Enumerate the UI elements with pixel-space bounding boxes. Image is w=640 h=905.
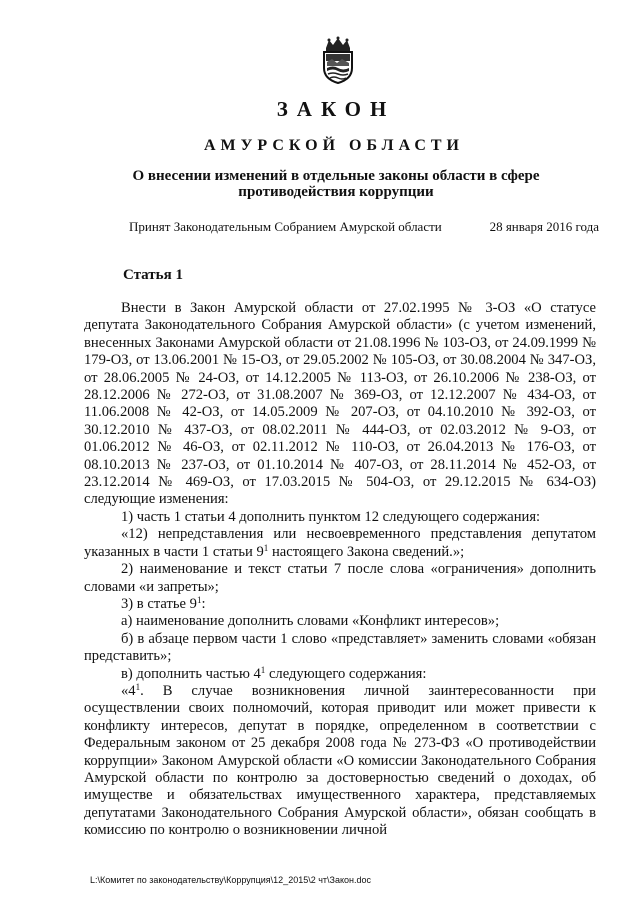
adoption-text: Принят Законодательным Собранием Амурской области	[129, 219, 442, 234]
paragraph: 2) наименование и текст статьи 7 после слова «ограничения» дополнить словами «и запреты»;	[84, 561, 596, 595]
paragraph-text: настоящего Закона сведений.»;	[268, 543, 465, 560]
paragraph-text: . В случае возникновения личной заинтересованности при осуществлении своих полномочий, которая приводит или может привести к конфликту интересов, депутат в порядке, определенном в соответствии с Федеральным законом от 25 декабря 2008 года № 273-ФЗ «О противодействии коррупции» Законом Амурской области «О комиссии Законодательного Собрания Амурской области по контролю за достоверностью сведений о доходах, об имуществе и обязательствах имущественного характера, представляемых депутатами Законодательного Собрания Амурской области», обязан сообщать в комиссию по контролю о возникновении личной	[84, 682, 596, 839]
law-subtitle-line1: О внесении изменений в отдельные законы области в сфере	[132, 168, 540, 184]
article-heading: Статья 1	[123, 267, 183, 283]
paragraph: 1) часть 1 статьи 4 дополнить пунктом 12 следующего содержания:	[121, 508, 541, 525]
paragraph: Внести в Закон Амурской области от 27.02.1995 № 3-ОЗ «О статусе депутата Законодательного Собрания Амурской области» (с учетом изменений, внесенных Законами Амурской области от 21.08.1996 № 103-ОЗ, от 24.09.1999 № 179-ОЗ, от 13.06.2001 № 15-ОЗ, от 29.05.2002 № 105-ОЗ, от 30.08.2004 № 347-ОЗ, от 28.06.2005 № 24-ОЗ, от 14.12.2005 № 113-ОЗ, от 26.10.2006 № 238-ОЗ, от 28.12.2006 № 272-ОЗ, от 31.08.2007 № 369-ОЗ, от 12.12.2007 № 434-ОЗ, от 11.06.2008 № 42-ОЗ, от 14.05.2009 № 207-ОЗ, от 04.10.2010 № 392-ОЗ, от 30.12.2010 № 437-ОЗ, от 08.02.2011 № 444-ОЗ, от 02.03.2012 № 9-ОЗ, от 01.06.2012 № 46-ОЗ, от 02.11.2012 № 110-ОЗ, от 26.04.2013 № 176-ОЗ, от 08.10.2013 № 237-ОЗ, от 01.10.2014 № 407-ОЗ, от 28.11.2014 № 452-ОЗ, от 23.12.2014 № 469-ОЗ, от 17.03.2015 № 504-ОЗ, от 29.12.2015 № 634-ОЗ) следующие изменения:	[84, 300, 596, 508]
superscript: 1	[135, 681, 141, 692]
region-title: АМУРСКОЙ ОБЛАСТИ	[204, 137, 464, 154]
paragraph	[84, 596, 596, 613]
paragraph-text: :	[201, 595, 206, 612]
law-title: ЗАКОН	[276, 97, 396, 121]
coat-of-arms-icon	[317, 36, 359, 84]
superscript: 1	[196, 594, 202, 605]
article-body	[84, 300, 596, 840]
file-path-footer: L:\Комитет по законодательству\Коррупция\12_2015\2 чт\Закон.doc	[90, 875, 371, 885]
adoption-date: 28 января 2016 года	[489, 219, 599, 234]
superscript: 1	[260, 664, 266, 675]
paragraph-text: в) дополнить частью 4	[121, 665, 261, 682]
adoption-line	[129, 219, 599, 235]
paragraph: б) в абзаце первом части 1 слово «представляет» заменить словами «обязан представить»;	[84, 630, 596, 665]
superscript: 1	[263, 542, 269, 553]
paragraph-text: следующего содержания:	[265, 665, 427, 682]
paragraph	[84, 666, 596, 683]
paragraph: а) наименование дополнить словами «Конфликт интересов»;	[121, 613, 500, 630]
paragraph	[84, 526, 596, 561]
paragraph-text: «12) непредставления или несвоевременного представления депутатом указанных в части 1 статьи 9	[84, 526, 596, 560]
paragraph-text: «4	[121, 682, 136, 699]
law-subtitle-line2: противодействия коррупции	[238, 184, 434, 200]
paragraph	[84, 683, 596, 840]
paragraph-text: 3) в статье 9	[121, 595, 197, 612]
law-subtitle	[0, 168, 640, 200]
